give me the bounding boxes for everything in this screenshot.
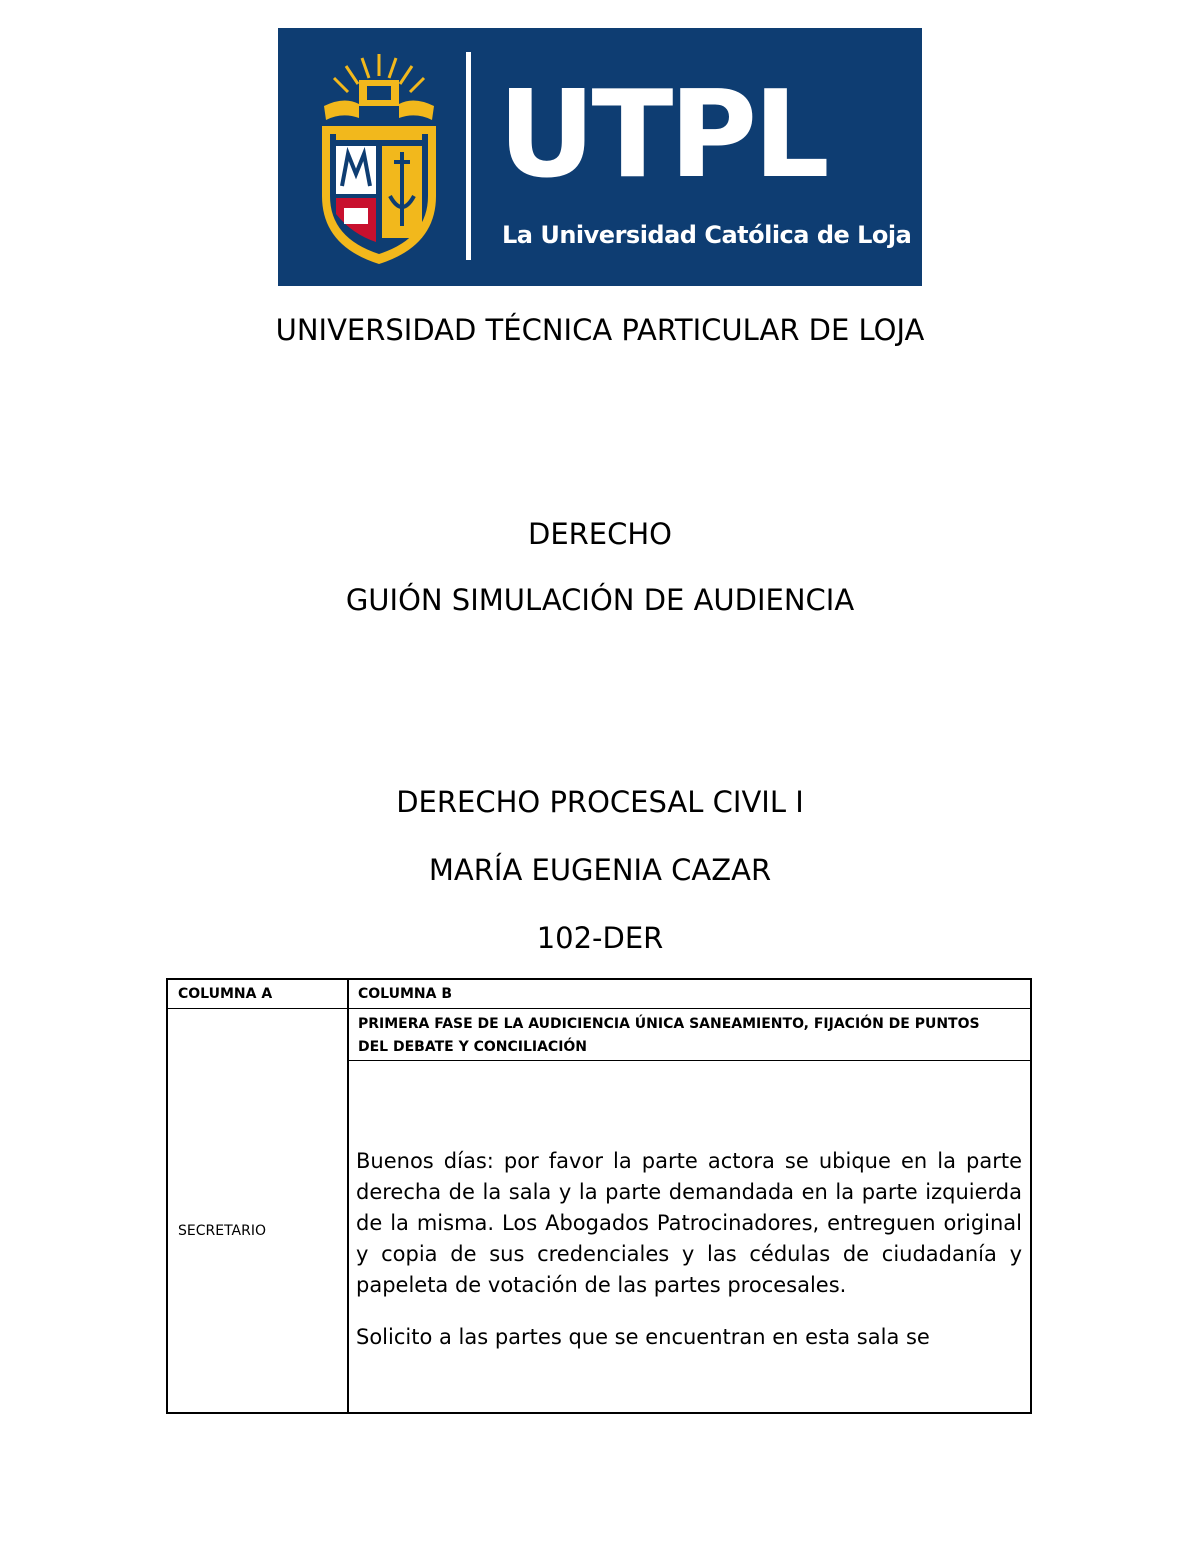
column-a-header: COLUMNA A [178,986,273,1002]
phase-row-divider [349,1060,1030,1061]
logo-wordmark: UTPL [498,66,826,205]
logo-divider [466,52,471,260]
subject-name: DERECHO PROCESAL CIVIL I [396,785,804,819]
logo-tagline: La Universidad Católica de Loja [502,221,912,249]
student-name: MARÍA EUGENIA CAZAR [428,853,772,887]
role-label: SECRETARIO [178,1223,266,1239]
university-name: UNIVERSIDAD TÉCNICA PARTICULAR DE LOJA [275,313,925,347]
utpl-logo-banner [278,28,922,286]
dialogue-paragraph: Solicito a las partes que se encuentran en esta sala se [356,1325,930,1349]
course-code: 102-DER [536,921,664,955]
column-divider [347,980,349,1412]
header-row-divider [168,1008,1030,1009]
column-b-header: COLUMNA B [358,986,452,1002]
phase-title: PRIMERA FASE DE LA AUDICIENCIA ÚNICA SANEAMIENTO, FIJACIÓN DE PUNTOS DEL DEBATE Y CONCILIACIÓN [358,1016,980,1055]
career-name: DERECHO [527,517,672,551]
university-crest-icon [314,46,444,268]
document-title: GUIÓN SIMULACIÓN DE AUDIENCIA [345,583,855,617]
secretary-dialogue [356,1146,1022,1374]
dialogue-paragraph: Buenos días: por favor la parte actora se ubique en la parte derecha de la sala y la parte demandada en la parte izquierda de la misma. Los Abogados Patrocinadores, entreguen original y copia de sus credenciales y las cédulas de ciudadanía y papeleta de votación de las partes procesales. [356,1149,1022,1297]
